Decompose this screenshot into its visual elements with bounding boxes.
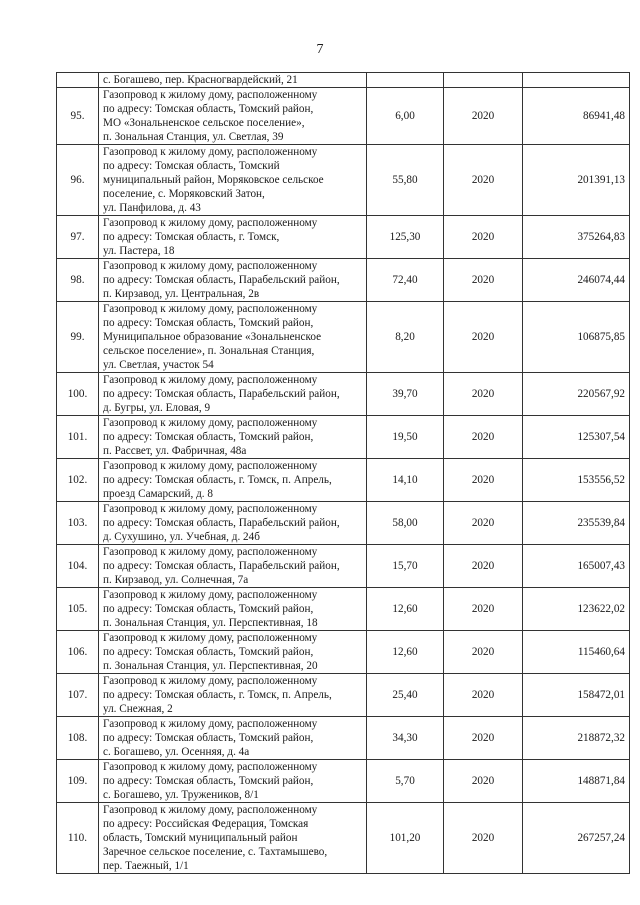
cost-cell: 158472,01 [523, 674, 630, 717]
row-number-cell: 97. [57, 216, 99, 259]
description-line: Газопровод к жилому дому, расположенному [103, 89, 318, 101]
description-line: пер. Таежный, 1/1 [103, 860, 189, 872]
object-description-cell [99, 588, 367, 631]
object-description-cell [99, 259, 367, 302]
year-cell: 2020 [444, 717, 523, 760]
description-line: Газопровод к жилому дому, расположенному [103, 503, 318, 515]
table-row [57, 631, 630, 674]
row-number-cell: 95. [57, 88, 99, 145]
table-row [57, 588, 630, 631]
description-line: по адресу: Томская область, г. Томск, п. Апрель, [103, 689, 332, 701]
description-line: ул. Светлая, участок 54 [103, 359, 214, 371]
row-number-cell: 109. [57, 760, 99, 803]
row-number-cell: 100. [57, 373, 99, 416]
object-description-cell [99, 502, 367, 545]
table-row [57, 674, 630, 717]
description-line: по адресу: Томская область, Парабельский район, [103, 517, 340, 529]
cost-cell: 375264,83 [523, 216, 630, 259]
pipeline-length-cell: 12,60 [367, 588, 444, 631]
year-cell: 2020 [444, 145, 523, 216]
year-cell: 2020 [444, 588, 523, 631]
description-line: Газопровод к жилому дому, расположенному [103, 675, 318, 687]
year-cell [444, 73, 523, 88]
description-line: ул. Пастера, 18 [103, 245, 175, 257]
pipeline-length-cell: 19,50 [367, 416, 444, 459]
description-line: Муниципальное образование «Зональненское [103, 331, 322, 343]
cost-cell: 218872,32 [523, 717, 630, 760]
cost-cell: 115460,64 [523, 631, 630, 674]
description-line: Газопровод к жилому дому, расположенному [103, 546, 318, 558]
description-line: Газопровод к жилому дому, расположенному [103, 589, 318, 601]
description-line: по адресу: Томская область, Парабельский район, [103, 274, 340, 286]
row-number-cell: 102. [57, 459, 99, 502]
description-line: по адресу: Томская область, Томский [103, 160, 280, 172]
object-description-cell [99, 545, 367, 588]
pipeline-length-cell: 15,70 [367, 545, 444, 588]
table-row [57, 416, 630, 459]
description-line: по адресу: Томская область, Томский район, [103, 103, 314, 115]
cost-cell: 201391,13 [523, 145, 630, 216]
description-line: по адресу: Томская область, Томский район, [103, 317, 314, 329]
description-line: по адресу: Томская область, Парабельский район, [103, 560, 340, 572]
description-line: с. Богашево, пер. Красногвардейский, 21 [103, 74, 298, 86]
table-row [57, 545, 630, 588]
pipeline-length-cell: 25,40 [367, 674, 444, 717]
object-description-cell [99, 416, 367, 459]
cost-cell: 153556,52 [523, 459, 630, 502]
cost-cell: 246074,44 [523, 259, 630, 302]
description-line: поселение, с. Моряковский Затон, [103, 188, 265, 200]
description-line: ул. Снежная, 2 [103, 703, 173, 715]
description-line: Газопровод к жилому дому, расположенному [103, 217, 318, 229]
pipeline-length-cell: 39,70 [367, 373, 444, 416]
description-line: Газопровод к жилому дому, расположенному [103, 303, 318, 315]
year-cell: 2020 [444, 459, 523, 502]
year-cell: 2020 [444, 545, 523, 588]
pipeline-length-cell: 101,20 [367, 803, 444, 874]
description-line: п. Рассвет, ул. Фабричная, 48а [103, 445, 247, 457]
row-number-cell: 96. [57, 145, 99, 216]
table-row [57, 502, 630, 545]
table-row [57, 803, 630, 874]
object-description-cell [99, 631, 367, 674]
description-line: д. Бугры, ул. Еловая, 9 [103, 402, 211, 414]
cost-cell: 148871,84 [523, 760, 630, 803]
pipeline-length-cell: 58,00 [367, 502, 444, 545]
gas-pipeline-table [56, 72, 630, 874]
row-number-cell: 104. [57, 545, 99, 588]
table-row [57, 459, 630, 502]
cost-cell: 165007,43 [523, 545, 630, 588]
table-row [57, 145, 630, 216]
row-number-cell: 108. [57, 717, 99, 760]
description-line: п. Зональная Станция, ул. Светлая, 39 [103, 131, 284, 143]
pipeline-length-cell: 125,30 [367, 216, 444, 259]
description-line: по адресу: Томская область, Томский район, [103, 431, 314, 443]
pipeline-length-cell: 8,20 [367, 302, 444, 373]
row-number-cell: 99. [57, 302, 99, 373]
year-cell: 2020 [444, 302, 523, 373]
cost-cell: 125307,54 [523, 416, 630, 459]
description-line: по адресу: Томская область, г. Томск, п. Апрель, [103, 474, 332, 486]
table-row [57, 88, 630, 145]
description-line: Газопровод к жилому дому, расположенному [103, 146, 318, 158]
cost-cell: 235539,84 [523, 502, 630, 545]
year-cell: 2020 [444, 674, 523, 717]
table-row [57, 216, 630, 259]
year-cell: 2020 [444, 803, 523, 874]
description-line: п. Зональная Станция, ул. Перспективная, 18 [103, 617, 318, 629]
object-description-cell [99, 145, 367, 216]
cost-cell [523, 73, 630, 88]
description-line: проезд Самарский, д. 8 [103, 488, 213, 500]
year-cell: 2020 [444, 631, 523, 674]
pipeline-length-cell [367, 73, 444, 88]
description-line: по адресу: Томская область, Парабельский район, [103, 388, 340, 400]
table-row [57, 717, 630, 760]
year-cell: 2020 [444, 259, 523, 302]
pipeline-length-cell: 6,00 [367, 88, 444, 145]
pipeline-length-cell: 34,30 [367, 717, 444, 760]
description-line: сельское поселение», п. Зональная Станция, [103, 345, 315, 357]
description-line: по адресу: Томская область, г. Томск, [103, 231, 280, 243]
cost-cell: 267257,24 [523, 803, 630, 874]
row-number-cell: 103. [57, 502, 99, 545]
table-row [57, 259, 630, 302]
description-line: по адресу: Томская область, Томский район, [103, 646, 314, 658]
year-cell: 2020 [444, 88, 523, 145]
description-line: область, Томский муниципальный район [103, 832, 298, 844]
object-description-cell [99, 760, 367, 803]
row-number-cell [57, 73, 99, 88]
year-cell: 2020 [444, 760, 523, 803]
description-line: Газопровод к жилому дому, расположенному [103, 417, 318, 429]
table-row [57, 73, 630, 88]
description-line: п. Зональная Станция, ул. Перспективная, 20 [103, 660, 318, 672]
row-number-cell: 105. [57, 588, 99, 631]
description-line: Газопровод к жилому дому, расположенному [103, 718, 318, 730]
cost-cell: 123622,02 [523, 588, 630, 631]
description-line: п. Кирзавод, ул. Солнечная, 7а [103, 574, 249, 586]
description-line: п. Кирзавод, ул. Центральная, 2в [103, 288, 260, 300]
description-line: по адресу: Российская Федерация, Томская [103, 818, 309, 830]
description-line: МО «Зональненское сельское поселение», [103, 117, 305, 129]
description-line: по адресу: Томская область, Томский район, [103, 603, 314, 615]
object-description-cell [99, 88, 367, 145]
object-description-cell [99, 717, 367, 760]
description-line: по адресу: Томская область, Томский район, [103, 775, 314, 787]
cost-cell: 86941,48 [523, 88, 630, 145]
description-line: муниципальный район, Моряковское сельское [103, 174, 324, 186]
year-cell: 2020 [444, 502, 523, 545]
description-line: Газопровод к жилому дому, расположенному [103, 761, 318, 773]
object-description-cell [99, 302, 367, 373]
cost-cell: 220567,92 [523, 373, 630, 416]
object-description-cell [99, 803, 367, 874]
pipeline-length-cell: 12,60 [367, 631, 444, 674]
description-line: с. Богашево, ул. Тружеников, 8/1 [103, 789, 259, 801]
description-line: Газопровод к жилому дому, расположенному [103, 632, 318, 644]
page-number: 7 [316, 42, 324, 57]
cost-cell: 106875,85 [523, 302, 630, 373]
table-row [57, 760, 630, 803]
description-line: по адресу: Томская область, Томский район, [103, 732, 314, 744]
object-description-cell [99, 216, 367, 259]
year-cell: 2020 [444, 416, 523, 459]
object-description-cell [99, 674, 367, 717]
year-cell: 2020 [444, 216, 523, 259]
object-description-cell [99, 373, 367, 416]
object-description-cell [99, 459, 367, 502]
description-line: Заречное сельское поселение, с. Тахтамышево, [103, 846, 328, 858]
table-body [57, 73, 630, 874]
object-description-cell [99, 73, 367, 88]
description-line: Газопровод к жилому дому, расположенному [103, 374, 318, 386]
table-row [57, 373, 630, 416]
description-line: д. Сухушино, ул. Учебная, д. 24б [103, 531, 260, 543]
pipeline-length-cell: 55,80 [367, 145, 444, 216]
description-line: ул. Панфилова, д. 43 [103, 202, 201, 214]
row-number-cell: 110. [57, 803, 99, 874]
row-number-cell: 98. [57, 259, 99, 302]
pipeline-length-cell: 5,70 [367, 760, 444, 803]
row-number-cell: 106. [57, 631, 99, 674]
table-row [57, 302, 630, 373]
description-line: Газопровод к жилому дому, расположенному [103, 260, 318, 272]
description-line: с. Богашево, ул. Осенняя, д. 4а [103, 746, 250, 758]
description-line: Газопровод к жилому дому, расположенному [103, 460, 318, 472]
row-number-cell: 107. [57, 674, 99, 717]
year-cell: 2020 [444, 373, 523, 416]
row-number-cell: 101. [57, 416, 99, 459]
pipeline-length-cell: 72,40 [367, 259, 444, 302]
description-line: Газопровод к жилому дому, расположенному [103, 804, 318, 816]
pipeline-length-cell: 14,10 [367, 459, 444, 502]
